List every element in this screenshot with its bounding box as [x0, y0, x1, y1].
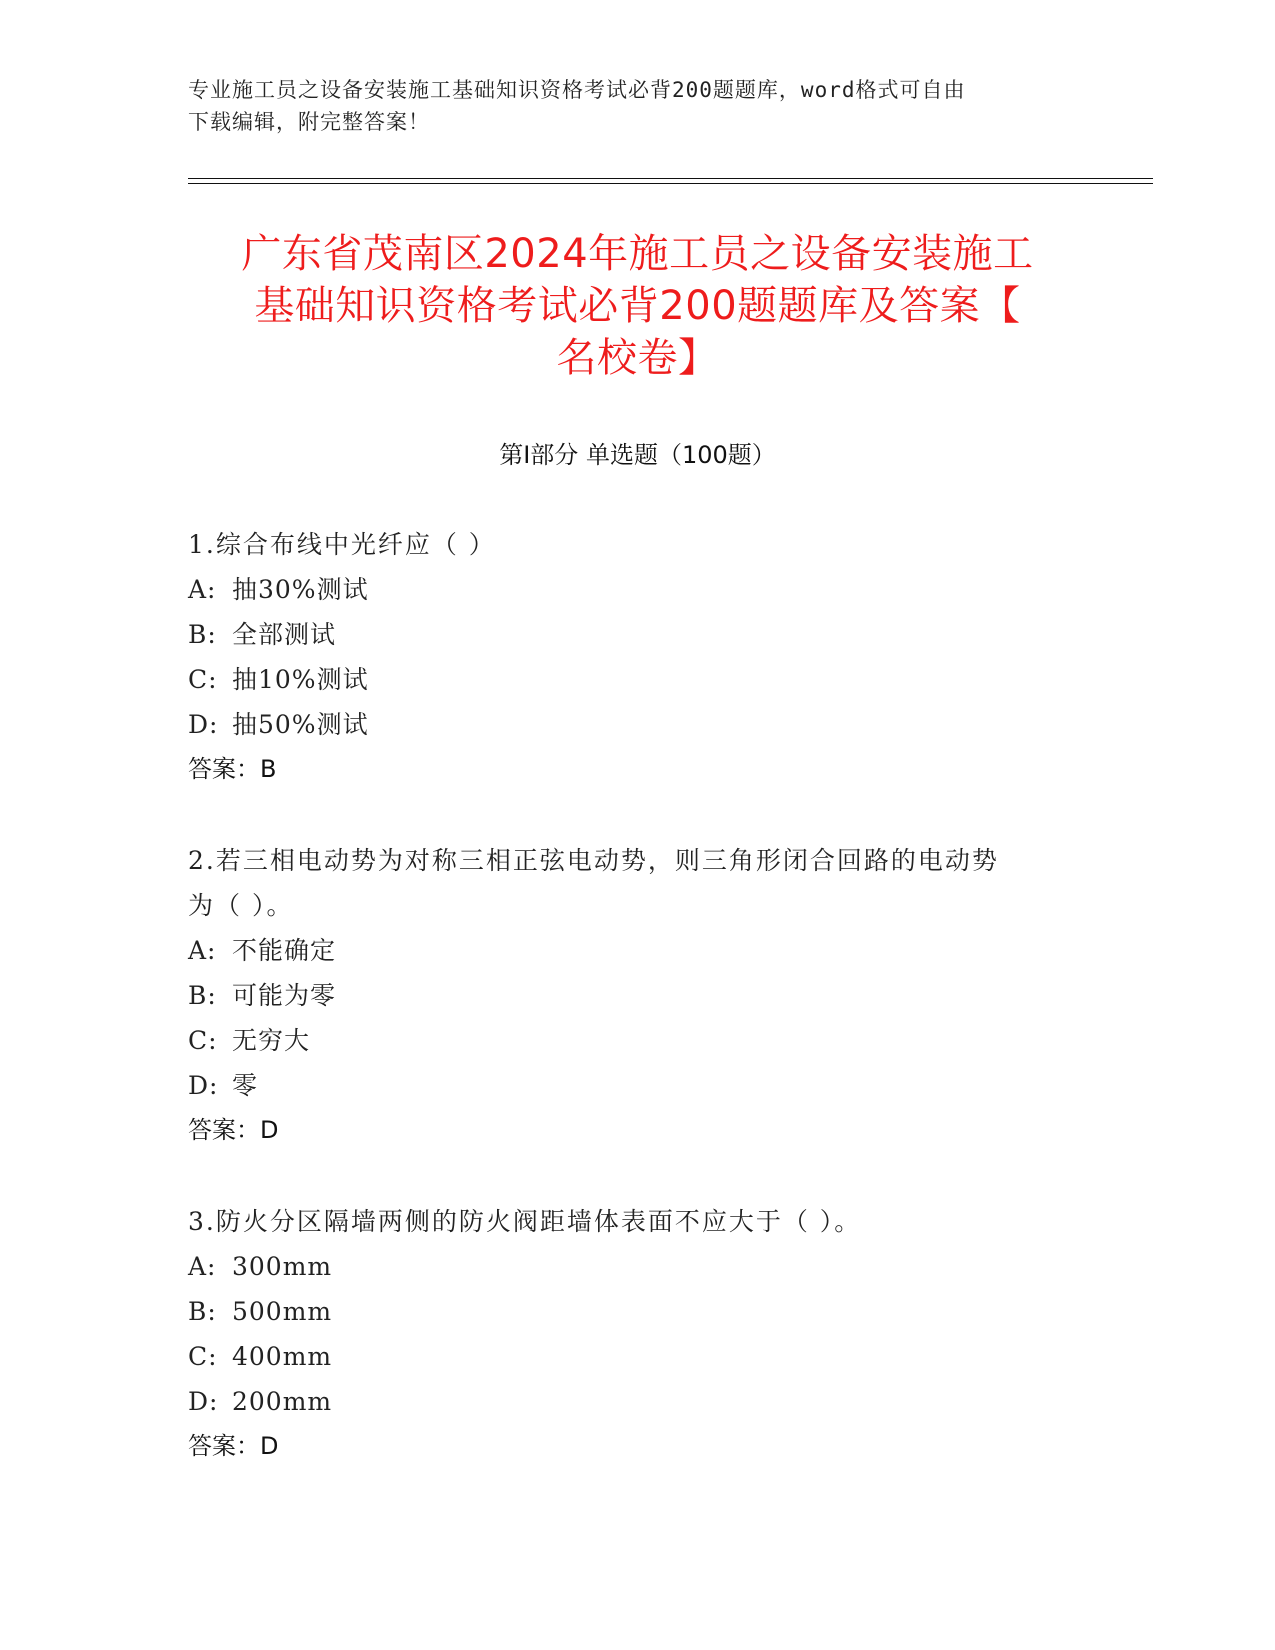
question-2 [188, 838, 1088, 1153]
option-text: 零 [232, 1071, 259, 1100]
intro-line: 下载编辑，附完整答案！ [188, 110, 430, 134]
option-letter: B: [188, 981, 217, 1010]
option-text: 不能确定 [232, 936, 337, 965]
option-letter: D: [188, 1071, 219, 1100]
option-a [188, 928, 1088, 973]
option-d [188, 1063, 1088, 1108]
question-3 [188, 1199, 1088, 1469]
option-b [188, 1289, 1088, 1334]
answer-line: 答案：D [188, 1432, 279, 1460]
answer-line: 答案：B [188, 755, 277, 783]
option-letter: A: [188, 1252, 217, 1281]
option-b [188, 612, 1088, 657]
option-a [188, 567, 1088, 612]
question-1 [188, 522, 1088, 792]
option-d [188, 702, 1088, 747]
question-stem: 2.若三相电动势为对称三相正弦电动势，则三角形闭合回路的电动势 [188, 846, 999, 875]
option-text: 抽30%测试 [232, 575, 369, 604]
option-letter: C: [188, 1026, 218, 1055]
document-title [170, 228, 1105, 384]
option-c [188, 657, 1088, 702]
title-line: 基础知识资格考试必背200题题库及答案【 [254, 283, 1021, 329]
option-letter: A: [188, 936, 217, 965]
option-letter: B: [188, 1297, 217, 1326]
option-text: 全部测试 [232, 620, 337, 649]
option-c [188, 1334, 1088, 1379]
option-b [188, 973, 1088, 1018]
option-text: 400mm [232, 1342, 333, 1371]
answer-line: 答案：D [188, 1116, 279, 1144]
option-letter: A: [188, 575, 217, 604]
question-stem-continued: 为（ ）。 [188, 891, 294, 920]
option-text: 200mm [232, 1387, 333, 1416]
option-d [188, 1379, 1088, 1424]
option-letter: B: [188, 620, 217, 649]
option-text: 抽50%测试 [232, 710, 369, 739]
option-text: 抽10%测试 [232, 665, 369, 694]
option-text: 500mm [232, 1297, 333, 1326]
header-divider-bottom [188, 183, 1153, 184]
title-line: 名校卷】 [556, 335, 719, 381]
option-letter: C: [188, 665, 218, 694]
question-stem: 1.综合布线中光纤应（ ） [188, 530, 496, 559]
option-a [188, 1244, 1088, 1289]
intro-line: 专业施工员之设备安装施工基础知识资格考试必背200题题库，word格式可自由 [188, 78, 966, 102]
option-letter: D: [188, 1387, 219, 1416]
title-line: 广东省茂南区2024年施工员之设备安装施工 [241, 231, 1034, 277]
question-stem: 3.防火分区隔墙两侧的防火阀距墙体表面不应大于（ ）。 [188, 1207, 862, 1236]
option-text: 可能为零 [232, 981, 337, 1010]
option-letter: C: [188, 1342, 218, 1371]
option-c [188, 1018, 1088, 1063]
option-letter: D: [188, 710, 219, 739]
option-text: 300mm [232, 1252, 333, 1281]
header-divider-top [188, 178, 1153, 179]
intro-paragraph [188, 74, 1088, 138]
section-title: 第I部分 单选题（100题） [499, 441, 776, 469]
option-text: 无穷大 [232, 1026, 311, 1055]
